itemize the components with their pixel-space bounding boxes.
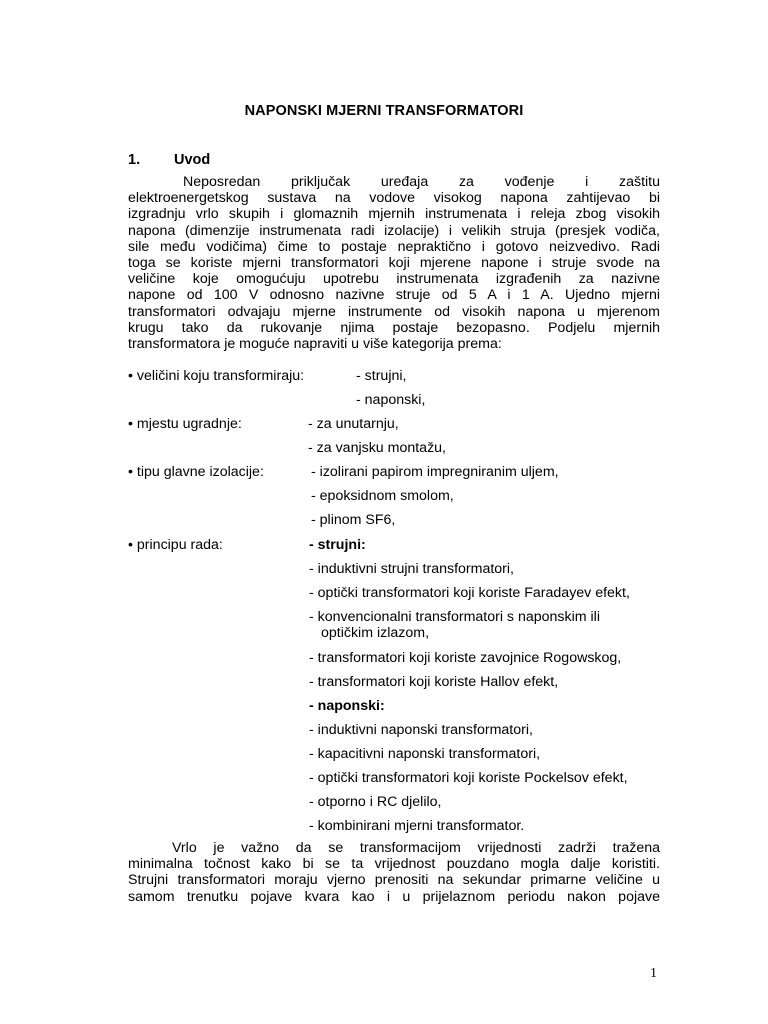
category-option: - za vanjsku montažu,: [308, 440, 446, 456]
intro-line: elektroenergetskog sustava na vodove visokog napona zahtijevao bi: [128, 190, 660, 207]
category-option: - izolirani papirom impregniranim uljem,: [311, 464, 559, 480]
category-label: • principu rada:: [128, 537, 223, 553]
category-label: • tipu glavne izolacije:: [128, 464, 264, 480]
principle-item: - induktivni strujni transformatori,: [309, 561, 514, 577]
intro-line: izgradnju vrlo skupih i glomaznih mjernih instrumenata i releja zbog visokih: [128, 206, 660, 223]
category-option: - naponski,: [356, 392, 426, 408]
principle-item: - konvencionalni transformatori s naponskim ili: [309, 609, 600, 625]
document-title: NAPONSKI MJERNI TRANSFORMATORI: [244, 103, 524, 119]
principle-item: - optički transformatori koji koriste Faradayev efekt,: [309, 585, 630, 601]
category-label: • mjestu ugradnje:: [128, 416, 242, 432]
principle-voltage-heading: - naponski:: [309, 698, 385, 714]
closing-line: minimalna točnost kako bi se ta vrijednost pouzdano mogla dalje koristiti.: [128, 856, 660, 873]
section-title: Uvod: [174, 152, 211, 168]
intro-line: veličine koje omogućuju upotrebu instrumenata izgrađenih za nazivne: [128, 271, 660, 288]
closing-line: samom trenutku pojave kvara kao i u prijelaznom periodu nakon pojave: [128, 888, 660, 905]
category-option: - strujni,: [356, 368, 407, 384]
intro-paragraph: [128, 174, 660, 352]
intro-line: krugu tako da rukovanje njima postaje bezopasno. Podjelu mjernih: [128, 319, 660, 336]
principle-item: - induktivni naponski transformatori,: [309, 722, 533, 738]
principle-item: - otporno i RC djelilo,: [309, 794, 442, 810]
intro-line: sile među vodičima) čime to postaje nepraktično i gotovo neizvedivo. Radi: [128, 238, 660, 255]
intro-line: napone od 100 V odnosno nazivne struje od 5 A i 1 A. Ujedno mjerni: [128, 287, 660, 304]
intro-line: toga se koriste mjerni transformatori koji mjerene napone i struje svode na: [128, 255, 660, 272]
principle-item: - kombinirani mjerni transformator.: [309, 818, 525, 834]
intro-line: transformatori odvajaju mjerne instrumente od visokih napona u mjerenom: [128, 303, 660, 320]
section-number: 1.: [128, 152, 141, 168]
intro-line: Neposredan priključak uređaja za vođenje i zaštitu: [183, 174, 660, 190]
closing-line: Strujni transformatori moraju vjerno prenositi na sekundar primarne veličine u: [128, 872, 660, 889]
category-label: • veličini koju transformiraju:: [128, 368, 305, 384]
intro-line: transformatora je moguće napraviti u više kategorija prema:: [128, 336, 502, 353]
intro-line: napona (dimenzije instrumenata radi izolacije) i velikih struja (presjek vodiča,: [128, 222, 660, 239]
closing-paragraph: [128, 840, 660, 905]
principle-item: - kapacitivni naponski transformatori,: [309, 746, 541, 762]
principle-item-continuation: optičkim izlazom,: [321, 625, 430, 641]
closing-line: Vrlo je važno da se transformacijom vrijednosti zadrži tražena: [172, 840, 660, 856]
principle-current-heading: - strujni:: [309, 537, 366, 553]
section-heading: [128, 152, 210, 168]
principle-item: - transformatori koji koriste Hallov efekt,: [309, 674, 559, 690]
category-option: - plinom SF6,: [311, 512, 396, 528]
category-option: - epoksidnom smolom,: [311, 488, 454, 504]
principle-item: - transformatori koji koriste zavojnice Rogowskog,: [309, 650, 622, 666]
principle-item: - optički transformatori koji koriste Pockelsov efekt,: [309, 770, 628, 786]
page-number: 1: [650, 966, 657, 981]
category-option: - za unutarnju,: [308, 416, 399, 432]
